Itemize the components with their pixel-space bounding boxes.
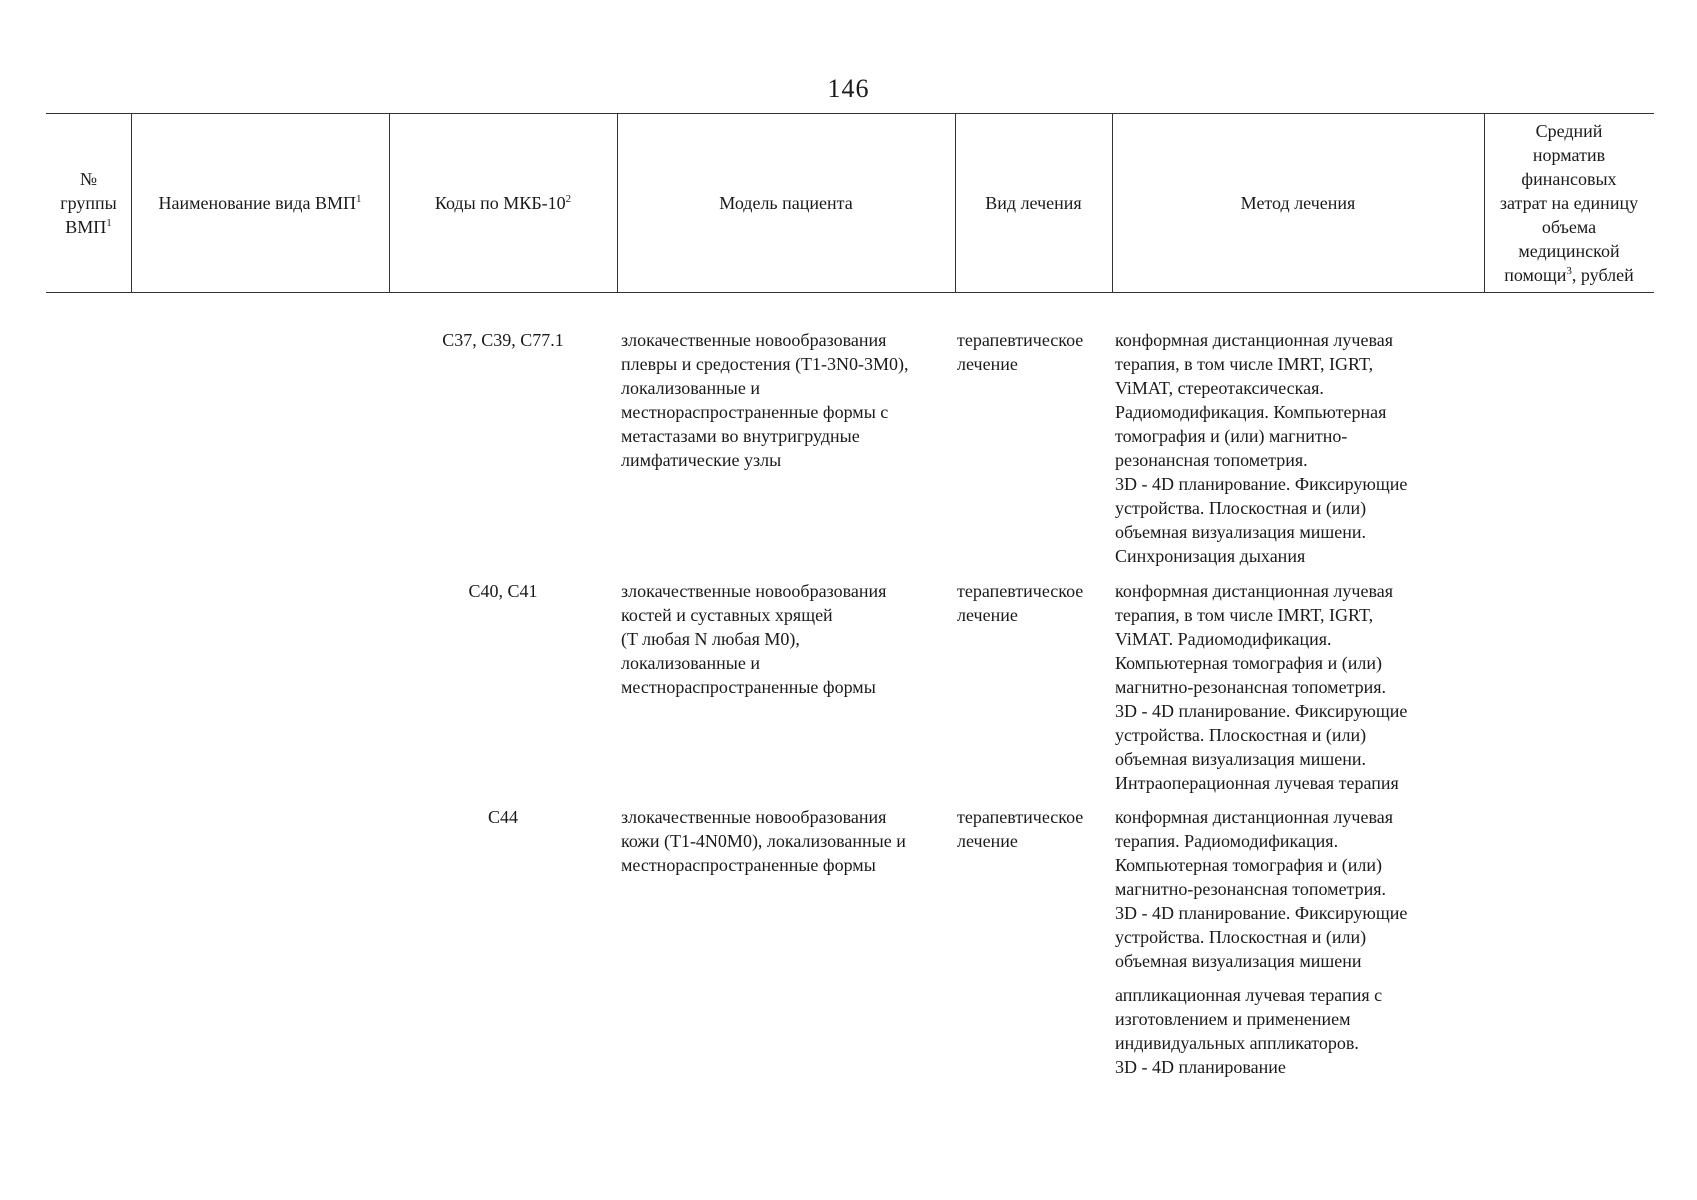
page-number: 146: [827, 74, 870, 103]
header-vmp-name: Наименование вида ВМП$^1$: [158, 193, 362, 213]
row-1-icd-code: C37, C39, C77.1: [442, 330, 564, 350]
header-treatment-type: Вид лечения: [985, 193, 1082, 213]
row-1-patient-model: злокачественные новообразования плевры и средостения (T1-3N0-3M0), локализованные и местнораспространенные формы с метастазами во внутригрудные лимфатические узлы: [621, 330, 909, 470]
row-2-patient-model: злокачественные новообразования костей и суставных хрящей (T любая N любая M0), локализованные и местнораспространенные формы: [621, 581, 887, 697]
header-treatment-method: Метод лечения: [1240, 193, 1356, 213]
header-group-no: № группы ВМП$^1$: [60, 169, 117, 237]
row-2-treatment-method: конформная дистанционная лучевая терапия, в том числе IMRT, IGRT, ViMAT. Радиомодификация. Компьютерная томография и (или) магнитно-резонансная топометрия. 3D - 4D планирование. Фиксирующие устройства. Плоскостная и (или) объемная визуализация мишени. Интраоперационная лучевая терапия: [1115, 581, 1408, 793]
header-icd-codes: Коды по МКБ-$10^2$: [434, 193, 572, 213]
row-2-icd-code: C40, C41: [468, 581, 538, 601]
row-1-treatment-method: конформная дистанционная лучевая терапия, в том числе IMRT, IGRT, ViMAT, стереотаксическая. Радиомодификация. Компьютерная томография и (или) магнитно- резонансная топометрия. 3D - 4D планирование. Фиксирующие устройства. Плоскостная и (или) объемная визуализация мишени. Синхронизация дыхания: [1115, 330, 1408, 566]
header-patient-model: Модель пациента: [719, 193, 853, 213]
row-3-treatment-method-2: аппликационная лучевая терапия с изготовлением и применением индивидуальных аппликаторов. 3D - 4D планирование: [1115, 985, 1383, 1077]
row-1-treatment-type: терапевтическое лечение: [957, 330, 1084, 374]
header-avg-cost: Средний норматив финансовых затрат на единицу объема медицинской помощи$^3$, рублей: [1499, 121, 1639, 285]
row-2-treatment-type: терапевтическое лечение: [957, 581, 1084, 625]
row-3-patient-model: злокачественные новообразования кожи (T1-4N0M0), локализованные и местнораспространенные формы: [621, 807, 906, 875]
row-3-treatment-method: конформная дистанционная лучевая терапия. Радиомодификация. Компьютерная томография и (или) магнитно-резонансная топометрия. 3D - 4D планирование. Фиксирующие устройства. Плоскостная и (или) объемная визуализация мишени: [1115, 807, 1408, 971]
row-3-treatment-type: терапевтическое лечение: [957, 807, 1084, 851]
row-3-icd-code: C44: [487, 807, 518, 827]
